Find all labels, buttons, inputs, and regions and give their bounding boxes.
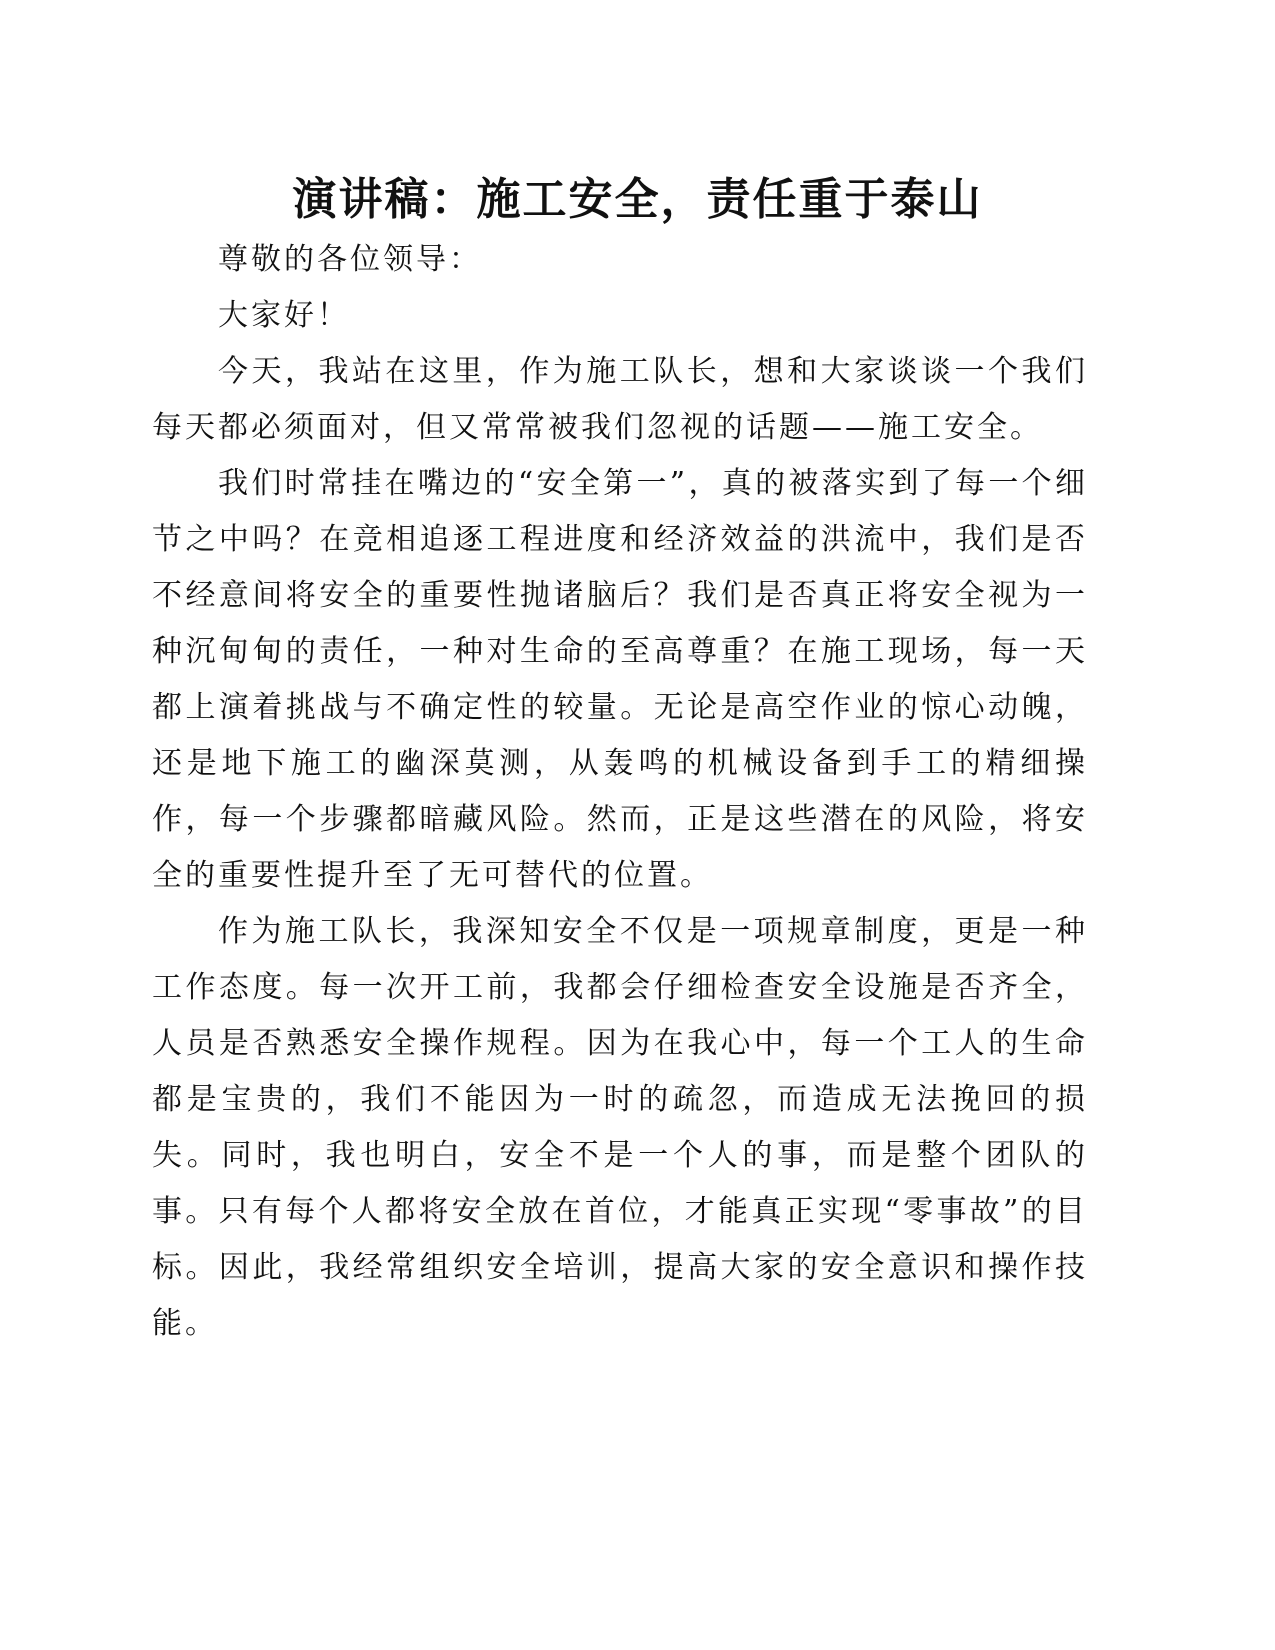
greeting: 大家好！ bbox=[218, 298, 350, 333]
paragraph-intro: 今天，我站在这里，作为施工队长，想和大家谈谈一个我们每天都必须面对，但又常常被我们忽视的话题——施工安全。 bbox=[152, 354, 1088, 445]
paragraph-safety-first: 我们时常挂在嘴边的“安全第一”，真的被落实到了每一个细节之中吗？在竞相追逐工程进度和经济效益的洪流中，我们是否不经意间将安全的重要性抛诸脑后？我们是否真正将安全视为一种沉甸甸的责任，一种对生命的至高尊重？在施工现场，每一天都上演着挑战与不确定性的较量。无论是高空作业的惊心动魄，还是地下施工的幽深莫测，从轰鸣的机械设备到手工的精细操作，每一个步骤都暗藏风险。然而，正是这些潜在的风险，将安全的重要性提升至了无可替代的位置。 bbox=[152, 466, 1088, 893]
paragraph-team-leader: 作为施工队长，我深知安全不仅是一项规章制度，更是一种工作态度。每一次开工前，我都会仔细检查安全设施是否齐全，人员是否熟悉安全操作规程。因为在我心中，每一个工人的生命都是宝贵的，我们不能因为一时的疏忽，而造成无法挽回的损失。同时，我也明白，安全不是一个人的事，而是整个团队的事。只有每个人都将安全放在首位，才能真正实现“零事故”的目标。因此，我经常组织安全培训，提高大家的安全意识和操作技能。 bbox=[152, 914, 1088, 1341]
salutation: 尊敬的各位领导： bbox=[218, 242, 482, 277]
document-title: 演讲稿：施工安全，责任重于泰山 bbox=[292, 174, 983, 225]
document-body bbox=[152, 232, 1088, 1352]
